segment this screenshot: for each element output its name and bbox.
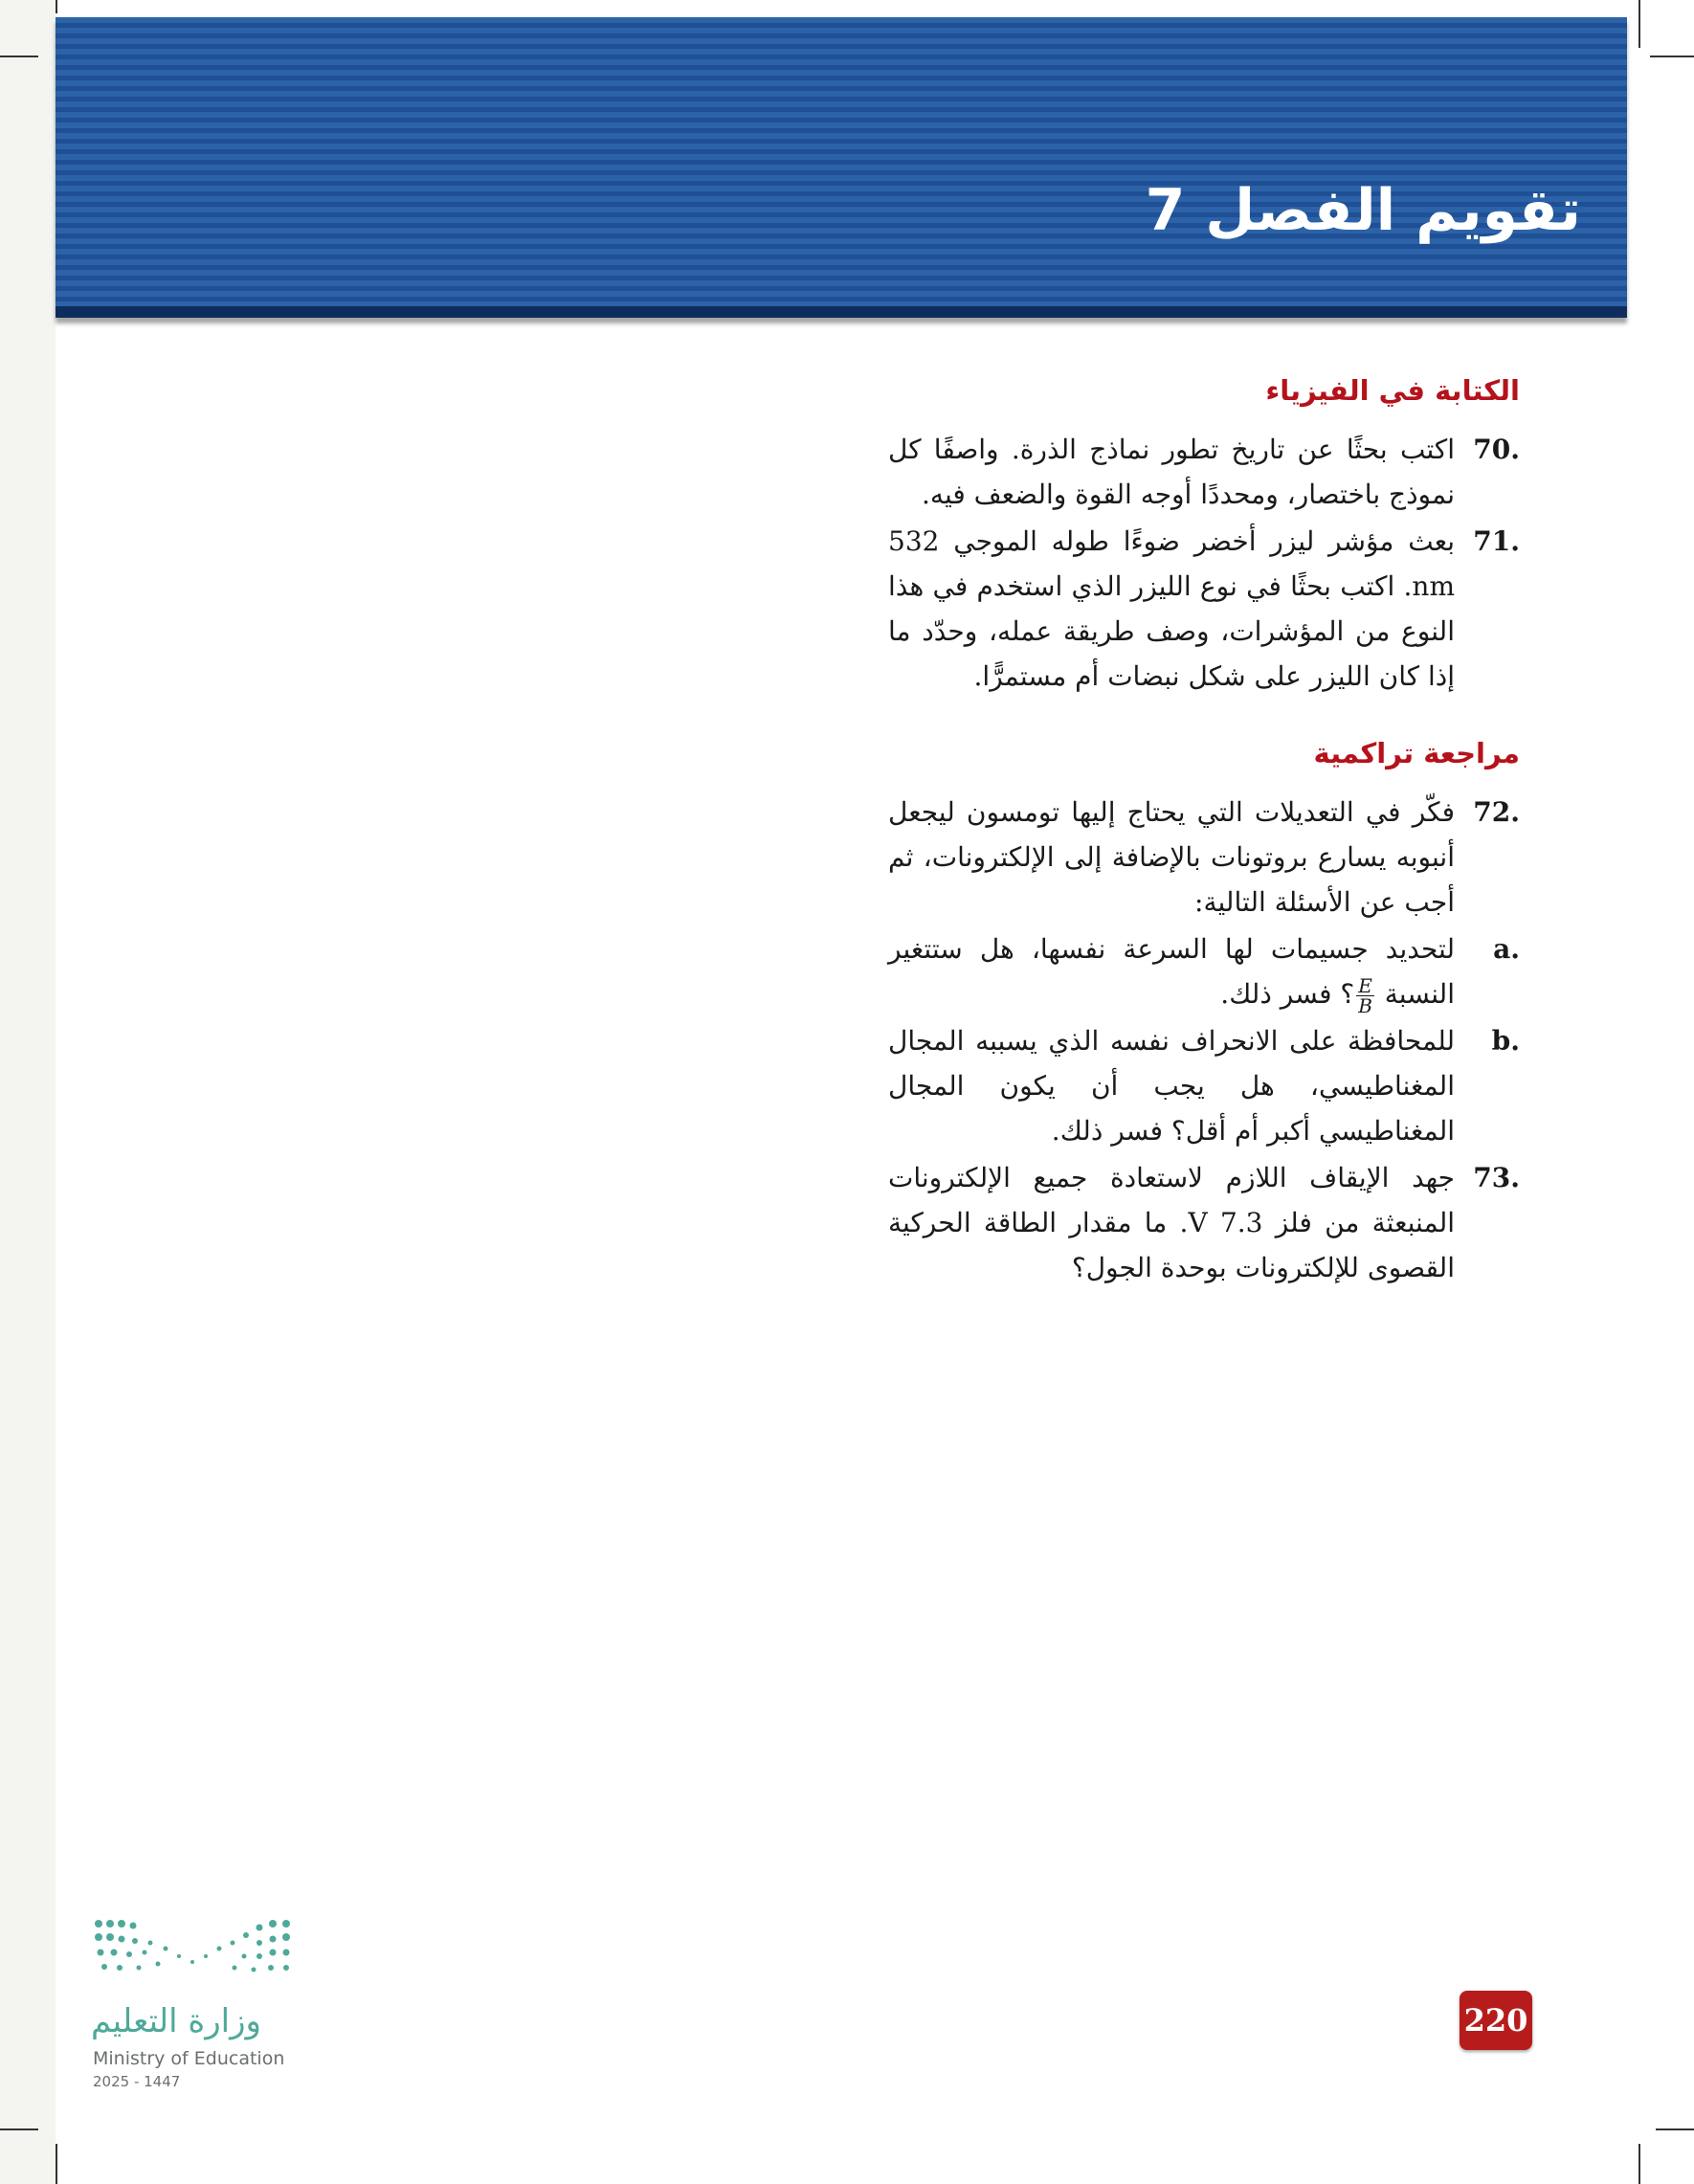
page-left-margin xyxy=(0,0,56,2184)
fraction-numerator: E xyxy=(1358,974,1372,997)
e-over-b-fraction xyxy=(1356,976,1374,1015)
question-number: 70. xyxy=(1473,434,1520,465)
question-number: 73. xyxy=(1473,1162,1520,1193)
ministry-name-arabic: وزارة التعليم xyxy=(91,2002,261,2040)
crop-mark xyxy=(0,56,38,57)
question-text: جهد الإيقاف اللازم لاستعادة جميع الإلكترونات المنبعثة من فلز 7.3 V. ما مقدار الطاقة الحركية القصوى للإلكترونات بوحدة الجول؟ xyxy=(888,1162,1456,1283)
questions-content xyxy=(888,368,1520,1292)
crop-mark xyxy=(56,0,57,13)
question-number: 71. xyxy=(1473,525,1520,557)
chapter-banner xyxy=(56,17,1627,318)
crop-mark xyxy=(1650,56,1694,57)
question-70 xyxy=(888,427,1520,517)
section-heading-review: مراجعة تراكمية xyxy=(1313,737,1520,769)
sub-question-text: للمحافظة على الانحراف نفسه الذي يسببه المجال المغناطيسي، هل يجب أن يكون المجال المغناطيسي أكبر أم أقل؟ فسر ذلك. xyxy=(888,1025,1455,1147)
crop-mark xyxy=(0,2128,38,2130)
ministry-logo-icon xyxy=(91,1914,301,1991)
question-71 xyxy=(888,519,1520,699)
question-72 xyxy=(888,790,1520,925)
crop-mark xyxy=(56,2144,57,2184)
section-heading-writing: الكتابة في الفيزياء xyxy=(1265,374,1520,407)
page-number-badge: 220 xyxy=(1460,1991,1532,2050)
crop-mark xyxy=(1656,2128,1694,2130)
sub-question-text xyxy=(888,926,1459,1016)
question-text: بعث مؤشر ليزر أخضر ضوءًا طوله الموجي 532 nm. اكتب بحثًا في نوع الليزر الذي استخدم في هذا النوع من المؤشرات، وصف طريقة عمله، وحدّد ما إذا كان الليزر على شكل نبضات أم مستمرًّا. xyxy=(888,525,1455,692)
fraction-denominator: B xyxy=(1358,994,1372,1017)
ministry-name-english: Ministry of Education xyxy=(93,2048,285,2069)
crop-mark xyxy=(1638,0,1640,48)
question-72-b xyxy=(888,1018,1520,1153)
sub-question-label: b. xyxy=(1491,1025,1520,1057)
sub-question-label: a. xyxy=(1493,933,1520,965)
question-number: 72. xyxy=(1473,796,1520,828)
crop-mark xyxy=(1638,2144,1640,2184)
question-text: اكتب بحثًا عن تاريخ تطور نماذج الذرة. واصفًا كل نموذج باختصار، ومحددًا أوجه القوة والضعف فيه. xyxy=(888,434,1455,510)
sub-question-text-before: لتحديد جسيمات لها السرعة نفسها، هل ستتغير النسبة xyxy=(888,933,1455,1010)
chapter-title: تقويم الفصل 7 xyxy=(1145,177,1581,244)
question-text: فكّر في التعديلات التي يحتاج إليها تومسون ليجعل أنبوبه يسارع بروتونات بالإضافة إلى الإلكترونات، ثم أجب عن الأسئلة التالية: xyxy=(888,796,1455,918)
ministry-year: 2025 - 1447 xyxy=(93,2073,181,2090)
sub-question-text-after: ؟ فسر ذلك. xyxy=(1220,978,1355,1010)
question-72-a xyxy=(888,926,1520,1016)
question-73 xyxy=(888,1155,1520,1290)
